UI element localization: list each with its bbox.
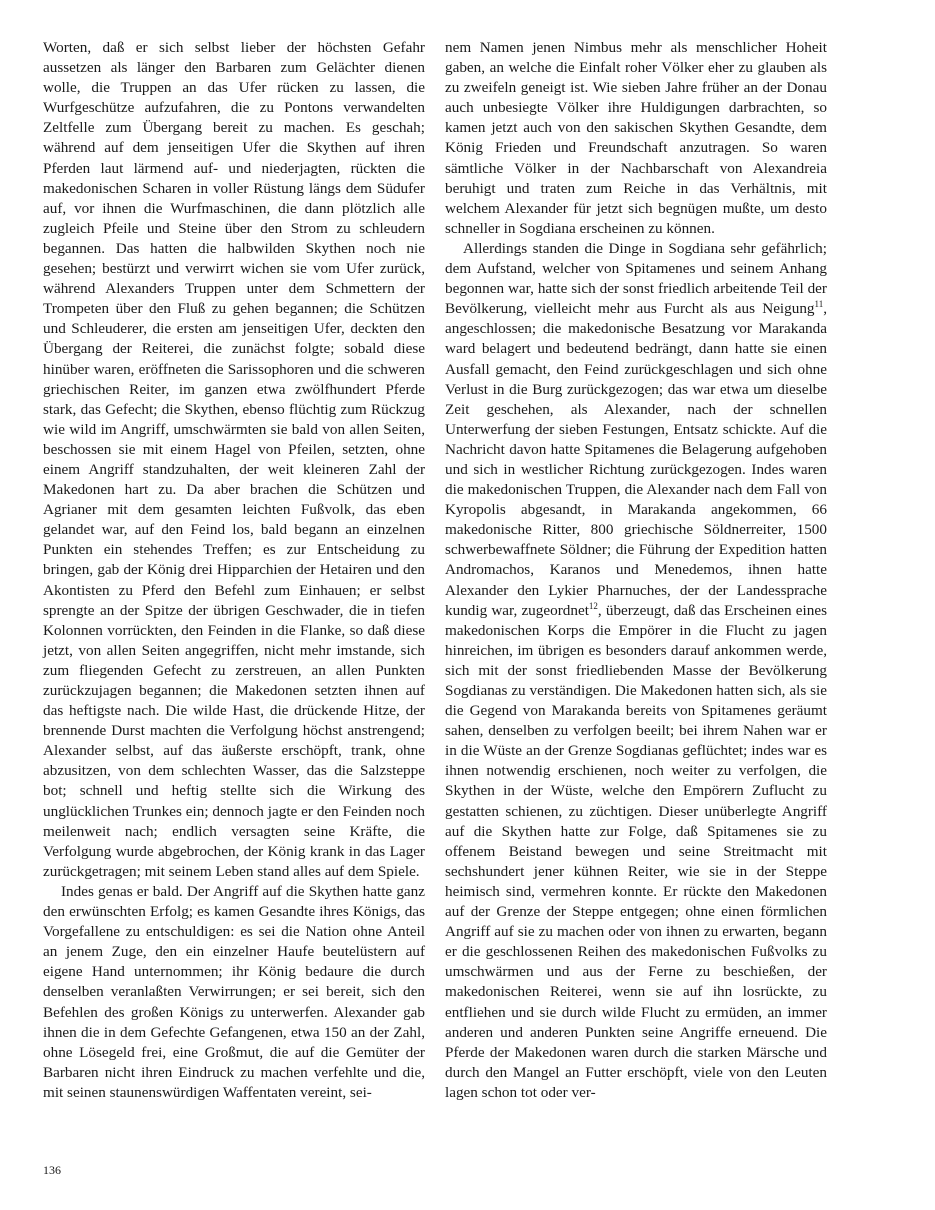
paragraph: Worten, daß er sich selbst lieber der höchsten Gefahr aussetzen als länger den Barbaren zum Gelächter dienen wolle, die Truppen an das Ufer rücken zu lassen, die Wurfgeschütze aufzufahren, die zu Pontons verwandelten Zeltfelle zum Übergang bereit zu machen. Es geschah; während auf dem jenseitigen Ufer die Skythen auf ihren Pferden laut lärmend auf- und niederjagten, rückten die makedonischen Scharen in voller Rüstung längs dem Südufer auf, vor ihnen die Wurfmaschinen, die dann plötzlich alle zugleich Pfeile und Steine über den Strom zu schleudern begannen. Das hatten die halbwilden Skythen noch nie gesehen; bestürzt und verwirrt wichen sie vom Ufer zurück, während Alexanders Truppen unter dem Schmettern der Trompeten über den Fluß zu gehen begannen; die Schützen und Schleuderer, die ersten am jenseitigen Ufer, deckten den Übergang der Reiterei, die zunächst folgte; sobald diese hinüber waren, eröffneten die Sarissophoren und die schweren griechischen Reiter, im ganzen etwa zwölfhundert Pferde stark, das Gefecht; die Skythen, ebenso flüchtig zum Rückzug wie wild im Angriff, umschwärmten sie bald von allen Seiten, beschossen sie mit einem Hagel von Pfeilen, setzten, ohne einem Angriff standzuhalten, der weit kleineren Zahl der Makedonen hart zu. Da aber brachen die Schützen und Agrianer mit dem gesamten leichten Fußvolk, das eben gelandet war, auf den Feind los, bald begann an einzelnen Punkten ein stehendes Treffen; es zur Entscheidung zu bringen, gab der König drei Hipparchien der Hetairen und den Akontisten zu Pferd den Befehl zum Einhauen; er selbst sprengte an der Spitze der übrigen Geschwader, die in tiefen Kolonnen vorrückten, den Feinden in die Flanke, so daß diese jetzt, von allen Seiten angegriffen, nicht mehr imstande, sich zum fliegenden Gefecht zu zerstreuen, an allen Punkten zurückzujagen begannen; die Makedonen setzten ihnen auf das heftigste nach. Die wilde Hast, die drückende Hitze, der brennende Durst machten die Verfolgung höchst anstrengend; Alexander selbst, auf das äußerste erschöpft, trank, ohne abzusitzen, von dem schlechten Wasser, das die Salzsteppe bot; schnell und heftig stellte sich die Wirkung des unglücklichen Trunkes ein; dennoch jagte er den Feinden noch meilenweit nach; endlich versagten seine Kräfte, die Verfolgung wurde abgebrochen, der König krank in das Lager zurückgetragen; mit seinem Leben stand alles auf dem Spiele. [43,39,425,880]
paragraph-text: , überzeugt, daß das Erscheinen eines makedonischen Korps die Empörer in die Flucht zu jagen hinreichen, im übrigen es besonders darauf ankommen werde, sich mit der sonst friedliebenden Masse der Bevölkerung Sogdianas zu verständigen. Die Makedonen hatten sich, als sie die Gegend von Marakanda bereits von Spitamenes geräumt sahen, denselben zu verfolgen beeilt; bei ihrem Nahen war er in die Wüste an der Grenze Sogdianas geflüchtet; indes war es ihnen notwendig erschienen, noch weiter zu verfolgen, die Skythen in der Wüste, welche den Empörern Zuflucht zu gestatten schienen, zu züchtigen. Dieser unüberlegte Angriff auf die Skythen hatte zur Folge, daß Spitamenes sie zu offenem Beistand bewegen und seine Streitmacht mit sechshundert jener kühnen Reiter, wie sie in der Steppe heimisch sind, vermehren konnte. Er rückte den Makedonen auf der Grenze der Steppe entgegen; ohne einen förmlichen Angriff auf sie zu machen oder von ihnen zu erwarten, begann er die geschlossenen Reihen des makedonischen Fußvolks zu umschwärmen und aus der Ferne zu beschießen, der makedonischen Reiterei, wenn sie auf ihn losrückte, zu entfliehen und sie durch wilde Flucht zu ermüden, an immer anderen und anderen Punkten seine Angriffe erneuend. Die Pferde der Makedonen waren durch die starken Märsche und durch den Mangel an Futter erschöpft, viele von den Leuten lagen schon tot oder ver- [445,601,827,1101]
paragraph-text: Allerdings standen die Dinge in Sogdiana sehr gefährlich; dem Aufstand, welcher von Spitamenes und seinem Anhang begonnen war, hatte sich der sonst friedlich arbeitende Teil der Bevölkerung, vielleicht mehr aus Furcht als aus Neigung [445,239,827,318]
page-number: 136 [43,1163,61,1177]
right-column [445,38,827,1103]
footnote-ref-12[interactable]: 12 [588,600,598,611]
paragraph [445,239,827,1103]
footnote-ref-11[interactable]: 11 [814,299,824,310]
paragraph: Indes genas er bald. Der Angriff auf die Skythen hatte ganz den erwünschten Erfolg; es kamen Gesandte ihres Königs, das Vorgefallene zu entschuldigen: es sei die Nation ohne Anteil an jenem Zuge, den ein einzelner Haufe beutelüstern auf eigene Hand unternommen; ihr König bedaure die durch denselben veranlaßten Verwirrungen; er sei bereit, sich den Befehlen des großen Königs zu unterwerfen. Alexander gab ihnen die in dem Gefechte Gefangenen, etwa 150 an der Zahl, ohne Lösegeld frei, eine Großmut, die auf die Gemüter der Barbaren nicht ihren Eindruck zu machen verfehlte und die, mit seinen staunenswürdigen Waffentaten vereint, sei- [43,882,425,1101]
paragraph-text: , angeschlossen; die makedonische Besatzung vor Marakanda ward belagert und bedeutend bedrängt, dann hatte sie einen Ausfall gemacht, den Feind zurückgeschlagen und sich ohne Verlust in die Burg zurückgezogen; das war etwa um dieselbe Zeit geschehen, als Alexander, nach der schnellen Unterwerfung der sieben Festungen, Entsatz schickte. Auf die Nachricht davon hatte Spitamenes die Belagerung aufgehoben und sich in westlicher Richtung zurückgezogen. Indes waren die makedonischen Truppen, die Alexander nach dem Fall von Kyropolis abgesandt, in Marakanda angekommen, 66 makedonische Ritter, 800 griechische Söldnerreiter, 1500 schwerbewaffnete Söldner; die Führung der Expedition hatten Andromachos, Karanos und Menedemos, ihnen hatte Alexander den Lykier Pharnuches, der der Landessprache kundig war, zugeordnet [445,300,827,619]
left-column [43,38,425,1103]
paragraph: nem Namen jenen Nimbus mehr als menschlicher Hoheit gaben, an welche die Einfalt roher Völker eher zu glauben als zu zweifeln geneigt ist. Wie sieben Jahre früher an der Donau auch unbesiegte Völker ihre Huldigungen darbrachten, so kamen jetzt auch von den sakischen Skythen Gesandte, dem König Frieden und Freundschaft anzutragen. So waren sämtliche Völker in der Nachbarschaft von Alexandreia beruhigt und traten zum Reiche in das Verhältnis, mit welchem Alexander für jetzt sich begnügen mußte, um desto schneller in Sogdiana erscheinen zu können. [445,39,827,237]
